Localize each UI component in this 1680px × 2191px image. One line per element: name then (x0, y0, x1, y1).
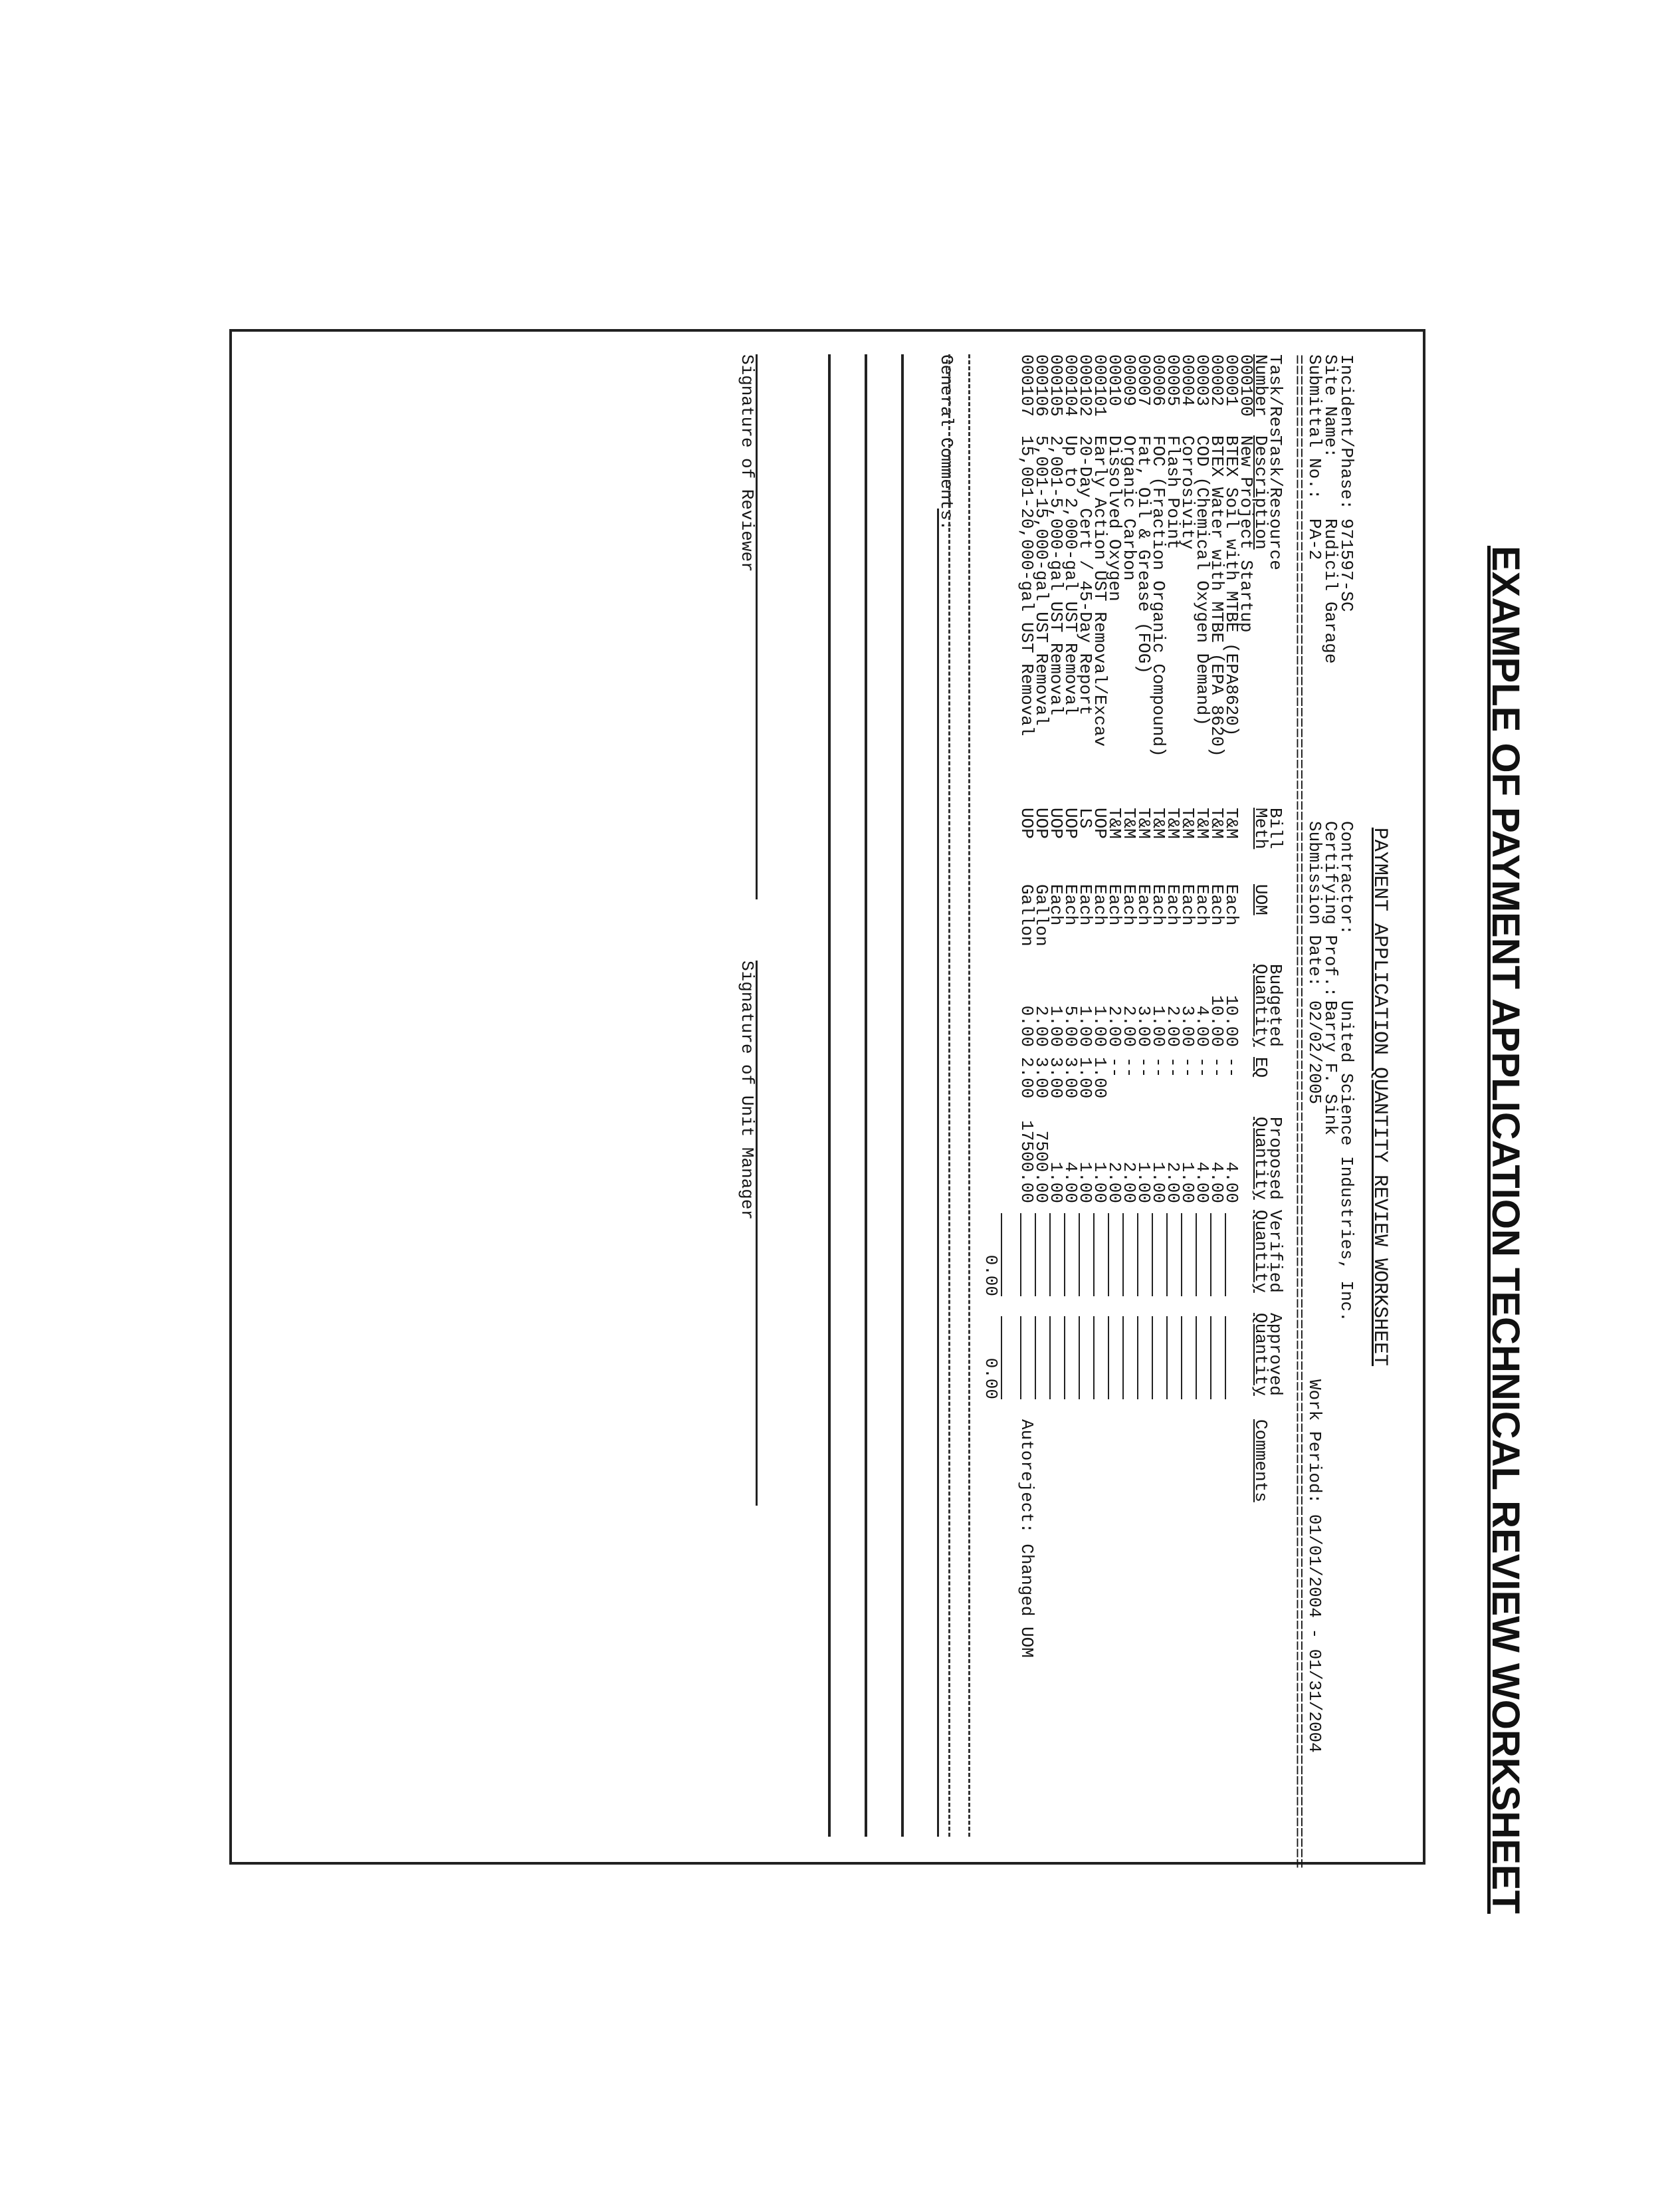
row-eq: 3.00 (1031, 1057, 1051, 1099)
approved-qty-input[interactable] (1093, 1316, 1095, 1399)
row-description: Up to 2,000-gal UST Removal (1061, 435, 1081, 716)
contractor-value: United Science Industries, Inc. (1336, 1000, 1356, 1322)
row-eq: -- (1163, 1057, 1183, 1078)
col-bill: Meth (1251, 808, 1271, 850)
row-budgeted-qty: 10.00 (1221, 994, 1241, 1047)
comment-line-3 (865, 354, 867, 1837)
verified-qty-input[interactable] (1079, 1213, 1080, 1296)
row-bill-method: T&M (1148, 808, 1168, 839)
row-number: 000105 (1046, 354, 1066, 417)
col-verified-top: Verified (1265, 1210, 1285, 1293)
row-proposed-qty: 2.00 (1119, 1161, 1139, 1203)
row-description: BTEX Water with MTBE (EPA 8620) (1207, 435, 1227, 757)
row-description: BTEX Soil with MTBE (EPA8620) (1221, 435, 1241, 737)
row-description: Flash Point (1163, 435, 1183, 550)
row-proposed-qty: 1.00 (1178, 1161, 1198, 1203)
row-budgeted-qty: 2.00 (1119, 1005, 1139, 1047)
row-comment: Autoreject: Changed UOM (1017, 1419, 1037, 1658)
approved-qty-input[interactable] (1166, 1316, 1168, 1399)
row-bill-method: UOP (1031, 808, 1051, 839)
row-number: 000102 (1075, 354, 1095, 417)
row-budgeted-qty: 10.00 (1207, 994, 1227, 1047)
row-eq: -- (1207, 1057, 1227, 1078)
approved-qty-input[interactable] (1210, 1316, 1211, 1399)
row-eq: -- (1178, 1057, 1198, 1078)
verified-qty-input[interactable] (1181, 1213, 1182, 1296)
row-number: 00010 (1104, 354, 1124, 407)
row-bill-method: T&M (1192, 808, 1212, 839)
row-uom: Each (1178, 884, 1198, 926)
row-budgeted-qty: 5.00 (1061, 1005, 1081, 1047)
approved-qty-input[interactable] (1152, 1316, 1153, 1399)
approved-total: 0.00 (984, 1316, 1002, 1399)
row-proposed-qty: 4.00 (1207, 1161, 1227, 1203)
comment-line-1 (937, 509, 939, 1837)
submittal-label: Submittal No.: (1305, 354, 1324, 500)
row-bill-method: T&M (1207, 808, 1227, 839)
table-row (1017, 342, 1037, 1851)
verified-qty-input[interactable] (1166, 1213, 1168, 1296)
site-label: Site Name: (1320, 354, 1340, 459)
col-number: Number (1251, 354, 1271, 417)
row-proposed-qty: 4.00 (1061, 1161, 1081, 1203)
row-eq: 3.00 (1046, 1057, 1066, 1099)
row-uom: Each (1134, 884, 1154, 926)
row-uom: Each (1090, 884, 1110, 926)
row-proposed-qty: 7500.00 (1031, 1130, 1051, 1203)
row-number: 00003 (1192, 354, 1212, 407)
verified-qty-input[interactable] (1020, 1213, 1021, 1296)
row-proposed-qty: 1.00 (1134, 1161, 1154, 1203)
row-proposed-qty: 17500.00 (1017, 1120, 1037, 1203)
row-proposed-qty: 1.00 (1075, 1161, 1095, 1203)
row-bill-method: LS (1075, 808, 1095, 829)
approved-qty-input[interactable] (1020, 1316, 1021, 1399)
incident-value: 971597-SC (1336, 519, 1356, 612)
approved-qty-input[interactable] (1181, 1316, 1182, 1399)
column-header-row-top (1265, 342, 1285, 1851)
verified-total: 0.00 (984, 1213, 1002, 1296)
verified-qty-input[interactable] (1210, 1213, 1211, 1296)
col-number-top: Task/Res (1265, 354, 1285, 437)
row-bill-method: UOP (1017, 808, 1037, 839)
work-period: Work Period: 01/01/2004 - 01/31/2004 (1305, 1379, 1324, 1753)
verified-qty-input[interactable] (1122, 1213, 1124, 1296)
row-description: New Project Startup (1236, 435, 1256, 633)
col-budget-top: Budgeted (1265, 964, 1285, 1047)
approved-qty-input[interactable] (1035, 1316, 1036, 1399)
row-proposed-qty: 1.00 (1046, 1161, 1066, 1203)
row-bill-method: UOP (1061, 808, 1081, 839)
col-approved: Quantity (1251, 1313, 1271, 1396)
row-eq: -- (1104, 1057, 1124, 1078)
row-eq: 3.00 (1061, 1057, 1081, 1099)
row-uom: Each (1221, 884, 1241, 926)
approved-qty-input[interactable] (1196, 1316, 1197, 1399)
row-budgeted-qty: 3.00 (1134, 1005, 1154, 1047)
row-uom: Each (1046, 884, 1066, 926)
row-proposed-qty: 1.00 (1090, 1161, 1110, 1203)
row-budgeted-qty: 1.00 (1075, 1005, 1095, 1047)
row-eq: -- (1134, 1057, 1154, 1078)
row-description: Organic Carbon (1119, 435, 1139, 581)
row-description: Early Action UST Removal/Excav (1090, 435, 1110, 747)
verified-qty-input[interactable] (1225, 1213, 1226, 1296)
row-number: 00001 (1221, 354, 1241, 407)
col-comments: Comments (1251, 1419, 1271, 1502)
verified-qty-input[interactable] (1049, 1213, 1051, 1296)
verified-qty-input[interactable] (1093, 1213, 1095, 1296)
row-number: 00009 (1119, 354, 1139, 407)
row-description: 5,001-15,000-gal UST Removal (1031, 435, 1051, 726)
row-eq: -- (1148, 1057, 1168, 1078)
row-proposed-qty: 1.00 (1148, 1161, 1168, 1203)
certifying-prof-label: Certifying Prof.: (1320, 821, 1340, 998)
row-eq: -- (1119, 1057, 1139, 1078)
col-desc-top: Task/Resource (1265, 435, 1285, 570)
row-number: 000106 (1031, 354, 1051, 417)
submission-date-label: Submission Date: (1305, 821, 1324, 987)
incident-label: Incident/Phase: (1336, 354, 1356, 511)
dashed-separator-top (968, 354, 970, 1837)
row-uom: Each (1192, 884, 1212, 926)
row-budgeted-qty: 2.00 (1104, 1005, 1124, 1047)
row-eq: -- (1221, 1057, 1241, 1078)
row-proposed-qty: 4.00 (1192, 1161, 1212, 1203)
approved-qty-input[interactable] (1225, 1316, 1226, 1399)
comment-line-2 (901, 354, 904, 1837)
submission-date-value: 02/02/2005 (1305, 1000, 1324, 1105)
dashed-separator-bottom (948, 354, 950, 1837)
approved-qty-input[interactable] (1137, 1316, 1138, 1399)
row-number: 000100 (1236, 354, 1256, 417)
row-bill-method: T&M (1134, 808, 1154, 839)
col-proposed-top: Proposed (1265, 1117, 1285, 1200)
row-number: 000101 (1090, 354, 1110, 417)
verified-qty-input[interactable] (1064, 1213, 1065, 1296)
row-eq: -- (1192, 1057, 1212, 1078)
row-budgeted-qty: 2.00 (1163, 1005, 1183, 1047)
col-uom: UOM (1251, 884, 1271, 915)
verified-qty-input[interactable] (1035, 1213, 1036, 1296)
col-budget: Quantity (1251, 964, 1271, 1047)
col-approved-top: Approved (1265, 1313, 1285, 1396)
row-number: 000104 (1061, 354, 1081, 417)
row-description: COD (Chemical Oxygen Demand) (1192, 435, 1212, 726)
col-eq: EQ (1251, 1057, 1271, 1078)
row-bill-method: T&M (1104, 808, 1124, 839)
row-budgeted-qty: 4.00 (1192, 1005, 1212, 1047)
row-uom: Gallon (1031, 884, 1051, 947)
separator-line: ================================================================================================================================================== (1289, 354, 1309, 1869)
row-uom: Each (1148, 884, 1168, 926)
row-proposed-qty: 2.00 (1104, 1161, 1124, 1203)
row-description: Fat, Oil & Grease (FOG) (1134, 435, 1154, 674)
row-description: 2,001-5,000-gal UST Removal (1046, 435, 1066, 716)
row-description: Dissolved Oxygen (1104, 435, 1124, 602)
row-uom: Gallon (1017, 884, 1037, 947)
reviewer-signature-label: Signature of Reviewer (737, 354, 757, 572)
row-number: 000107 (1017, 354, 1037, 417)
row-uom: Each (1075, 884, 1095, 926)
worksheet-title: PAYMENT APPLICATION QUANTITY REVIEW WORKSHEET (1368, 827, 1391, 1367)
row-description: 15,001-20,000-gal UST Removal (1017, 435, 1037, 737)
row-number: 00006 (1148, 354, 1168, 407)
verified-qty-input[interactable] (1108, 1213, 1109, 1296)
certifying-prof-value: Barry F. Sink (1320, 1000, 1340, 1135)
col-proposed: Quantity (1251, 1117, 1271, 1200)
table-row (1178, 342, 1198, 1851)
approved-qty-input[interactable] (1049, 1316, 1051, 1399)
approved-qty-input[interactable] (1122, 1316, 1124, 1399)
page-title: EXAMPLE OF PAYMENT APPLICATION TECHNICAL REVIEW WORKSHEET (1484, 545, 1527, 1914)
row-uom: Each (1104, 884, 1124, 926)
comment-line-4 (828, 354, 831, 1837)
row-bill-method: T&M (1163, 808, 1183, 839)
row-bill-method: UOP (1046, 808, 1066, 839)
row-budgeted-qty: 2.00 (1031, 1005, 1051, 1047)
row-uom: Each (1207, 884, 1227, 926)
col-bill-top: Bill (1265, 808, 1285, 850)
verified-qty-input[interactable] (1137, 1213, 1138, 1296)
row-bill-method: T&M (1119, 808, 1139, 839)
col-verified: Quantity (1251, 1210, 1271, 1293)
row-number: 00007 (1134, 354, 1154, 407)
verified-qty-input[interactable] (1152, 1213, 1153, 1296)
row-bill-method: T&M (1178, 808, 1198, 839)
row-eq: 2.00 (1017, 1057, 1037, 1099)
row-bill-method: UOP (1090, 808, 1110, 839)
table-row (1192, 342, 1212, 1851)
row-description: FOC (Fraction Organic Compound) (1148, 435, 1168, 757)
row-eq: 1.00 (1090, 1057, 1110, 1099)
contractor-label: Contractor: (1336, 821, 1356, 935)
row-number: 00004 (1178, 354, 1198, 407)
row-budgeted-qty: 1.00 (1148, 1005, 1168, 1047)
row-budgeted-qty: 1.00 (1046, 1005, 1066, 1047)
row-number: 00002 (1207, 354, 1227, 407)
row-bill-method: T&M (1221, 808, 1241, 839)
row-proposed-qty: 2.00 (1163, 1161, 1183, 1203)
approved-qty-input[interactable] (1079, 1316, 1080, 1399)
col-desc: Description (1251, 435, 1271, 550)
row-eq: 1.00 (1075, 1057, 1095, 1099)
row-description: 20-Day Cert / 45-Day Report (1075, 435, 1095, 716)
submittal-value: PA-2 (1305, 519, 1324, 560)
row-budgeted-qty: 1.00 (1090, 1005, 1110, 1047)
row-proposed-qty: 4.00 (1221, 1161, 1241, 1203)
general-comments-label: General Comments: (936, 354, 956, 531)
approved-qty-input[interactable] (1064, 1316, 1065, 1399)
row-uom: Each (1163, 884, 1183, 926)
row-number: 00005 (1163, 354, 1183, 407)
worksheet (243, 342, 1412, 1869)
row-budgeted-qty: 0.00 (1017, 1005, 1037, 1047)
row-uom: Each (1061, 884, 1081, 926)
manager-signature-label: Signature of Unit Manager (737, 961, 757, 1220)
row-budgeted-qty: 3.00 (1178, 1005, 1198, 1047)
row-uom: Each (1119, 884, 1139, 926)
site-value: Rudicil Garage (1320, 519, 1340, 664)
row-description: Corrosivity (1178, 435, 1198, 550)
approved-qty-input[interactable] (1108, 1316, 1109, 1399)
verified-qty-input[interactable] (1196, 1213, 1197, 1296)
